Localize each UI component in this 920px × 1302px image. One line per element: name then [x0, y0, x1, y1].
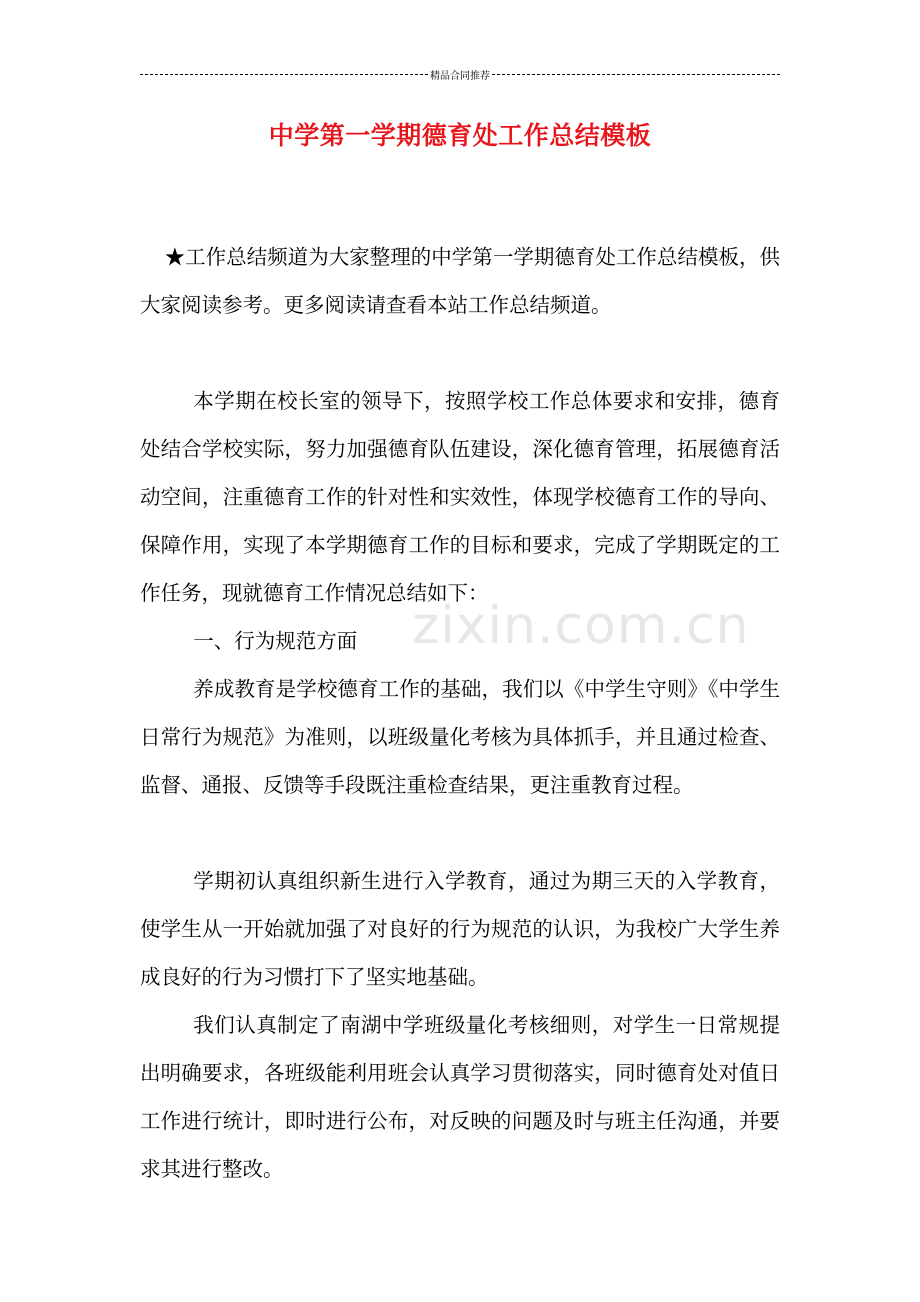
paragraph-freshman-education: 学期初认真组织新生进行入学教育，通过为期三天的入学教育，使学生从一开始就加强了对良好的行为规范的认识，为我校广大学生养成良好的行为习惯打下了坚实地基础。 [140, 869, 780, 989]
header-dash-left [140, 74, 428, 75]
paragraph-class-assessment: 我们认真制定了南湖中学班级量化考核细则，对学生一日常规提出明确要求，各班级能利用班会认真学习贯彻落实，同时德育处对值日工作进行统计，即时进行公布，对反映的问题及时与班主任沟通，并要求其进行整改。 [140, 1013, 780, 1181]
page-header [140, 66, 780, 82]
watermark-text: zixin.com.cn [412, 596, 750, 656]
header-label: 精品合同推荐 [430, 70, 490, 82]
section-heading-behavior: 一、行为规范方面 [193, 629, 358, 653]
paragraph-overview: 本学期在校长室的领导下，按照学校工作总体要求和安排，德育处结合学校实际，努力加强德育队伍建设，深化德育管理，拓展德育活动空间，注重德育工作的针对性和实效性，体现学校德育工作的导向、保障作用，实现了本学期德育工作的目标和要求，完成了学期既定的工作任务，现就德育工作情况总结如下： [140, 389, 780, 605]
paragraph-habit-education: 养成教育是学校德育工作的基础，我们以《中学生守则》《中学生日常行为规范》为准则，以班级量化考核为具体抓手，并且通过检查、监督、通报、反馈等手段既注重检查结果，更注重教育过程。 [140, 677, 780, 797]
header-dash-right [492, 74, 780, 75]
document-title: 中学第一学期德育处工作总结模板 [268, 121, 652, 150]
intro-paragraph: ★工作总结频道为大家整理的中学第一学期德育处工作总结模板，供大家阅读参考。更多阅读请查看本站工作总结频道。 [140, 245, 780, 317]
